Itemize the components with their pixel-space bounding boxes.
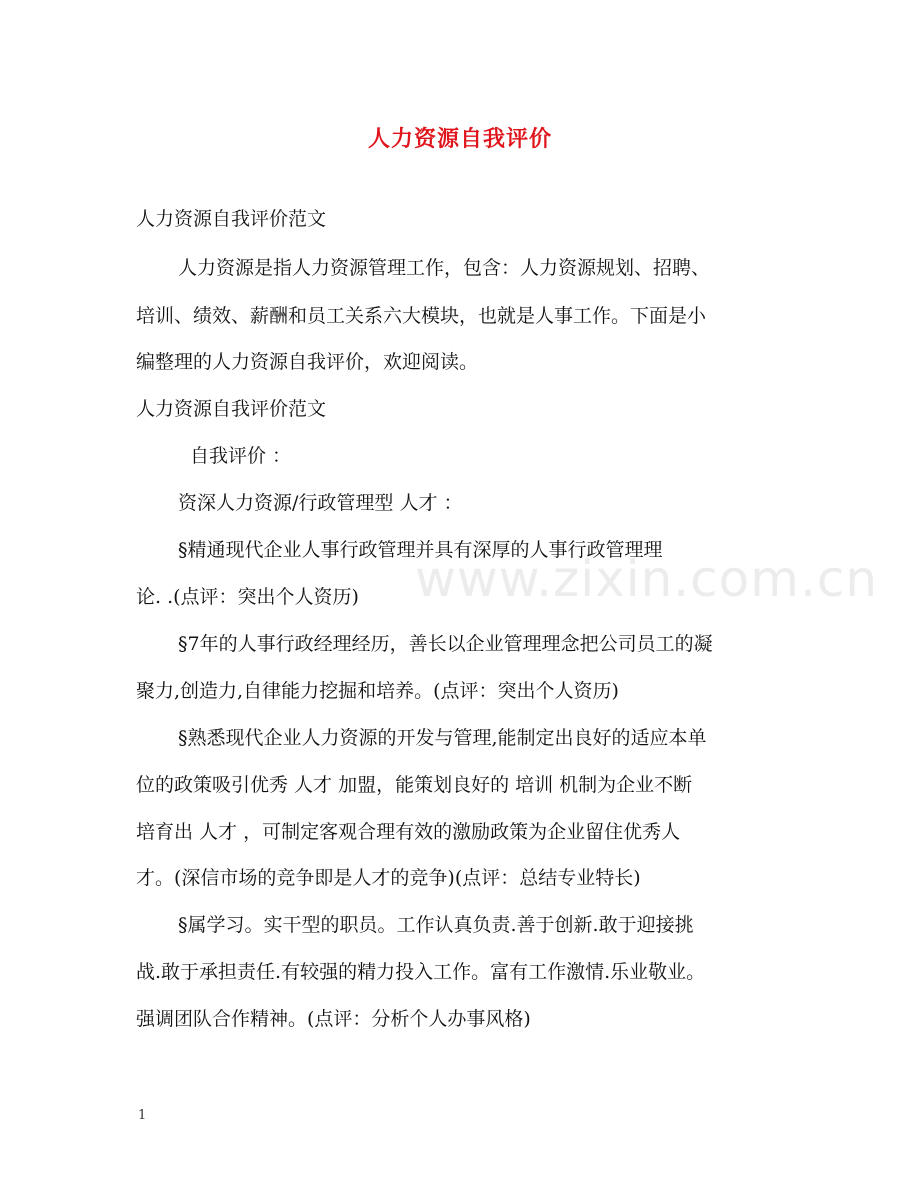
bullet-line: 培育出 人才 ，可制定客观合理有效的激励政策为企业留住优秀人: [136, 821, 681, 843]
paragraph-line: 人力资源是指人力资源管理工作，包含：人力资源规划、招聘、: [178, 257, 711, 279]
bullet-line: 位的政策吸引优秀 人才 加盟，能策划良好的 培训 机制为企业不断: [136, 774, 693, 796]
paragraph-line: 培训、绩效、薪酬和员工关系六大模块，也就是人事工作。下面是小: [136, 305, 707, 327]
watermark-text: www.zixin.com.cn: [415, 550, 879, 608]
subtitle-line: 人力资源自我评价范文: [136, 208, 327, 230]
document-title: 人力资源自我评价: [367, 126, 552, 152]
label-line: 自我评价 ：: [190, 445, 292, 467]
bullet-line: §熟悉现代企业人力资源的开发与管理,能制定出良好的适应本单: [178, 727, 707, 749]
bullet-line: 论. .(点评：突出个人资历): [136, 586, 359, 608]
section-heading: 人力资源自我评价范文: [136, 398, 327, 420]
bullet-line: 聚力,创造力,自律能力挖掘和培养。(点评：突出个人资历): [136, 680, 619, 702]
bullet-line: §属学习。实干型的职员。工作认真负责.善于创新.敢于迎接挑: [178, 914, 694, 936]
bullet-line: 强调团队合作精神。(点评：分析个人办事风格): [136, 1008, 531, 1030]
paragraph-line: 编整理的人力资源自我评价，欢迎阅读。: [136, 351, 479, 373]
bullet-line: §精通现代企业人事行政管理并具有深厚的人事行政管理理: [178, 539, 663, 561]
bullet-line: §7年的人事行政经理经历，善长以企业管理理念把公司员工的凝: [178, 633, 713, 655]
page-number: 1: [138, 1108, 147, 1123]
label-line: 资深人力资源/行政管理型 人才 ：: [178, 492, 463, 514]
bullet-line: 才。(深信市场的竞争即是人才的竞争)(点评：总结专业特长): [136, 867, 641, 889]
bullet-line: 战.敢于承担责任.有较强的精力投入工作。富有工作激情.乐业敬业。: [136, 961, 706, 983]
